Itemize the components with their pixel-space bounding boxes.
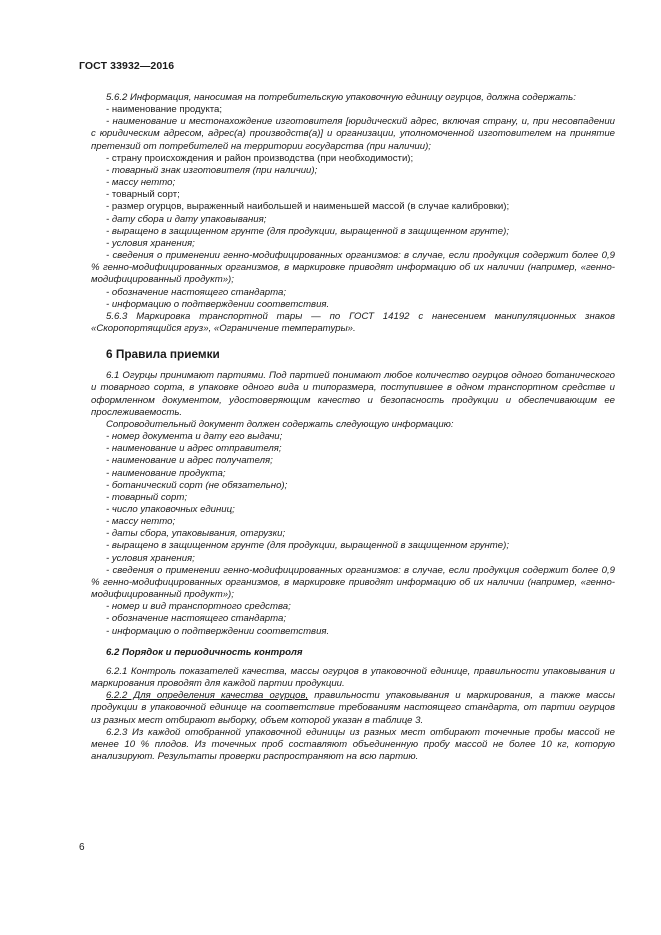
list-item: - условия хранения; <box>106 552 195 564</box>
list-item: - наименование и адрес отправителя; <box>106 443 282 455</box>
list-item: - сведения о применении генно-модифицированных организмов: в случае, если продукция содержит более 0,9 % генно-модифицированных организмов, в маркировке приводят информацию об их наличии (например, «генно-модифицированный продукт»); <box>91 250 615 286</box>
list-item: - массу нетто; <box>106 516 176 528</box>
list-item: - обозначение настоящего стандарта; <box>106 613 286 625</box>
list-item: - товарный знак изготовителя (при наличии); <box>106 164 318 176</box>
list-item: - дату сбора и дату упаковывания; <box>106 213 267 225</box>
list-item: - сведения о применении генно-модифицированных организмов: в случае, если продукция содержит более 0,9 % генно-модифицированных организмов, в маркировке приводят информацию об их наличии (например, «генно-модифицированный продукт»); <box>91 564 615 601</box>
list-item: - выращено в защищенном грунте (для продукции, выращенной в защищенном грунте); <box>106 225 509 237</box>
list-item: - номер документа и дату его выдачи; <box>106 431 283 443</box>
list-item: - ботанический сорт (не обязательно); <box>106 479 288 491</box>
list-item: - товарный сорт; <box>106 491 188 503</box>
list-item: - массу нетто; <box>106 177 176 189</box>
paragraph-6-2-2-rest: правильности упаковывания и маркирования, а также массы продукции в упаковочной единице на соответствие требованиям настоящего стандарта, от партии огурцов из разных мест отбирают выборку, объем которой указан в таблице 3. <box>91 690 615 726</box>
page-content <box>91 92 615 763</box>
list-item: - наименование и местонахождение изготовителя [юридический адрес, включая страну, и, при несовпадении с юридическим адресом, адрес(а) производств(а)] и организации, уполномоченной изготовителем на принятие претензий от потребителей на территории государства (при наличии); <box>91 116 615 152</box>
paragraph-5-6-2: 5.6.2 Информация, наносимая на потребительскую упаковочную единицу огурцов, должна содержать: <box>106 92 576 103</box>
paragraph-6-2-2 <box>91 690 615 726</box>
list-item: - размер огурцов, выраженный наибольшей и наименьшей массой (в случае калибровки); <box>106 201 510 213</box>
list-item: - наименование продукта; <box>106 467 226 479</box>
paragraph-6-2-2-lead: 6.2.2 Для определения качества огурцов, <box>106 690 309 702</box>
list-item: - номер и вид транспортного средства; <box>106 601 291 613</box>
list-item: - товарный сорт; <box>106 189 180 201</box>
list-item: - страну происхождения и район производства (при необходимости); <box>106 152 414 164</box>
list-item: - информацию о подтверждении соответствия. <box>106 298 330 310</box>
paragraph-5-6-3: 5.6.3 Маркировка транспортной тары — по ГОСТ 14192 с нанесением манипуляционных знаков «Скоропортящийся груз», «Ограничение температуры». <box>91 310 615 334</box>
list-item: - условия хранения; <box>106 237 195 249</box>
list-item: - даты сбора, упаковывания, отгрузки; <box>106 528 286 540</box>
document-header: ГОСТ 33932—2016 <box>79 60 175 72</box>
list-item: - обозначение настоящего стандарта; <box>106 286 286 298</box>
list-item: - выращено в защищенном грунте (для продукции, выращенной в защищенном грунте); <box>106 540 509 552</box>
section-heading-6: 6 Правила приемки <box>106 347 220 362</box>
page-number: 6 <box>79 842 85 853</box>
subsection-heading-6-2: 6.2 Порядок и периодичность контроля <box>106 646 303 658</box>
list-item: - наименование и адрес получателя; <box>106 455 273 467</box>
paragraph-6-2-1: 6.2.1 Контроль показателей качества, массы огурцов в упаковочной единице, правильности упаковывания и маркирования проводят для каждой партии продукции. <box>91 665 615 690</box>
list-item: - информацию о подтверждении соответствия. <box>106 625 330 637</box>
paragraph-accompanying-doc: Сопроводительный документ должен содержать следующую информацию: <box>106 418 454 430</box>
paragraph-6-1: 6.1 Огурцы принимают партиями. Под партией понимают любое количество огурцов одного ботанического и товарного сорта, в упаковке одного вида и типоразмера, поступившее в одном транспортном средстве и оформленном документом, удостоверяющим качество и безопасность продукции и обеспечивающим ее прослеживаемость. <box>91 370 615 418</box>
paragraph-6-2-3: 6.2.3 Из каждой отобранной упаковочной единицы из разных мест отбирают точечные пробы массой не менее 10 % плодов. Из точечных проб составляют объединенную пробу массой не более 10 кг, которую анализируют. Результаты проверки распространяют на всю партию. <box>91 726 615 762</box>
list-item: - наименование продукта; <box>106 104 223 116</box>
list-item: - число упаковочных единиц; <box>106 504 235 515</box>
